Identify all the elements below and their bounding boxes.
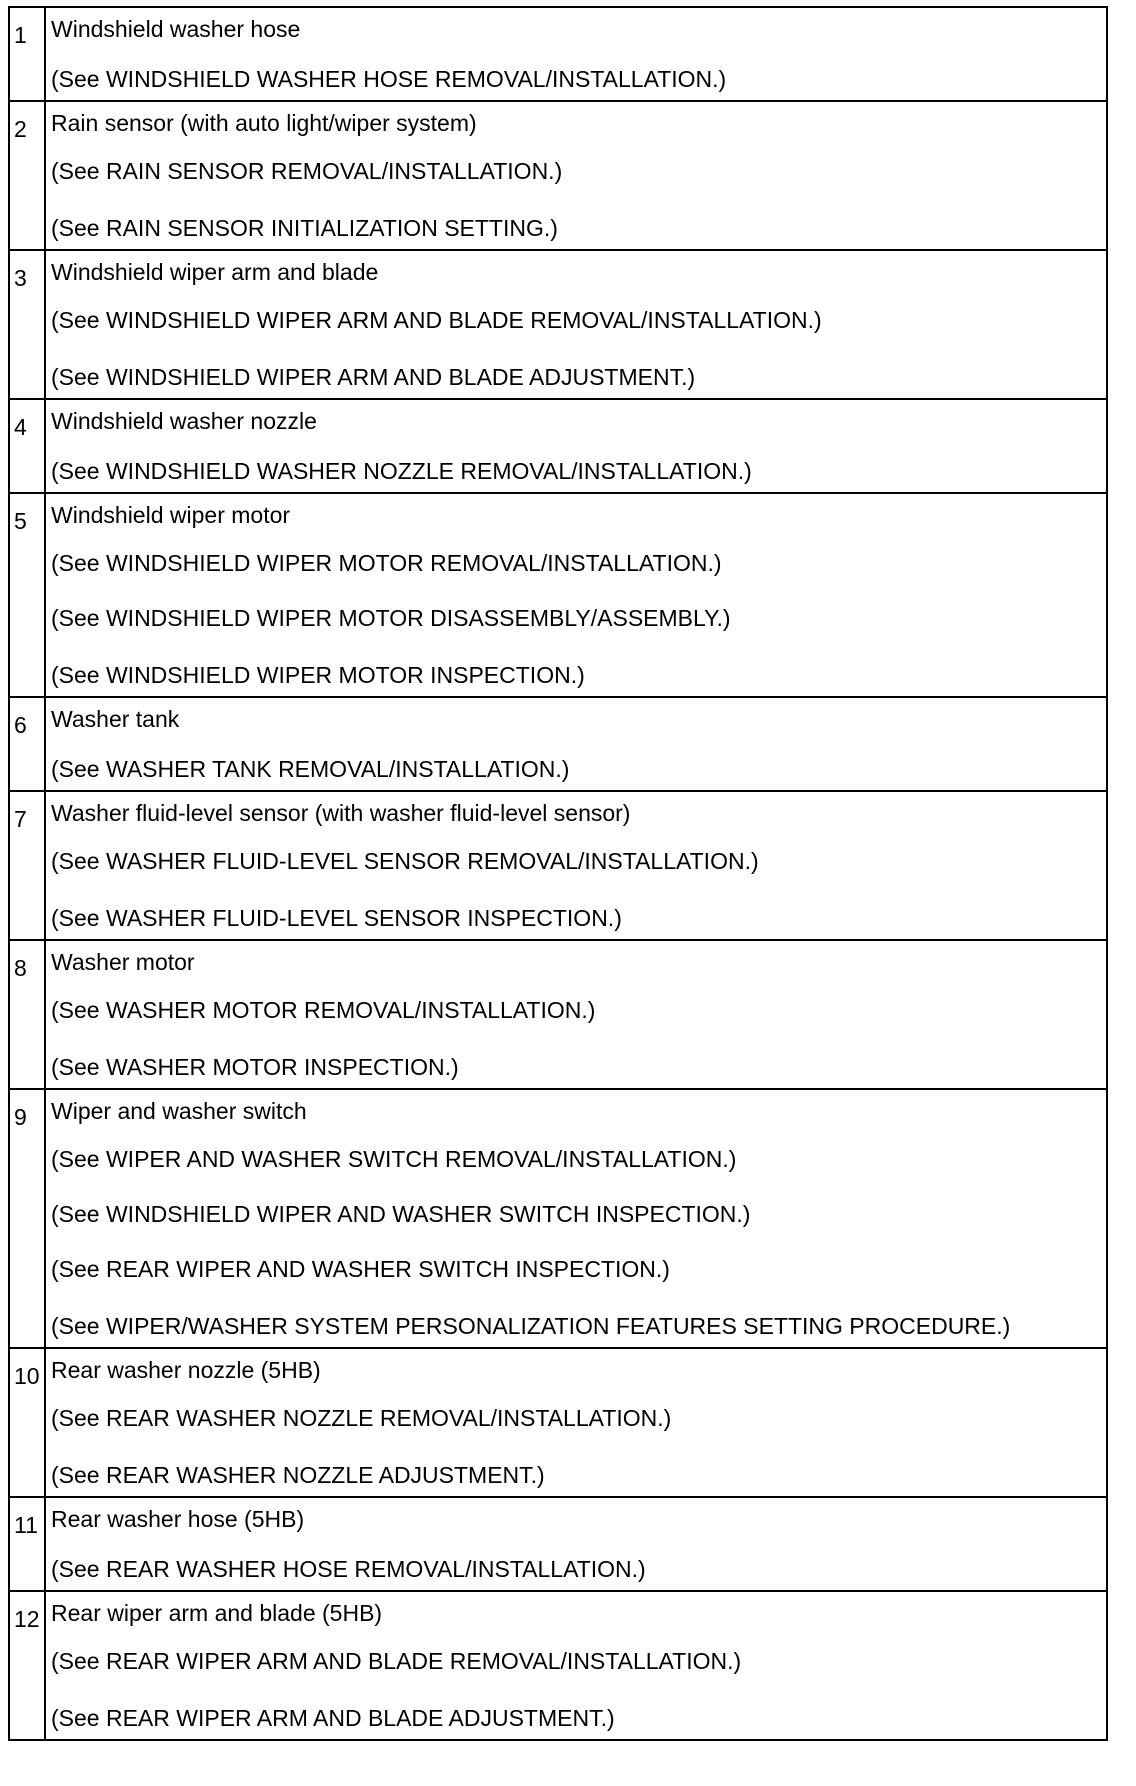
item-description [45,791,1107,940]
item-title: Rear washer hose (5HB) [51,1506,305,1532]
component-reference-table [8,6,1108,1741]
item-reference: (See WINDSHIELD WIPER ARM AND BLADE ADJUSTMENT.) [51,364,696,390]
table-row [9,940,1107,1089]
item-description [45,250,1107,399]
item-reference: (See WINDSHIELD WASHER HOSE REMOVAL/INSTALLATION.) [51,66,727,92]
item-number: 8 [9,940,45,1089]
item-title: Washer fluid-level sensor (with washer fluid-level sensor) [51,800,631,826]
item-reference: (See REAR WASHER NOZZLE REMOVAL/INSTALLATION.) [51,1405,672,1431]
table-row [9,101,1107,250]
item-reference: (See WINDSHIELD WIPER MOTOR INSPECTION.) [51,662,585,688]
item-number: 4 [9,399,45,493]
table-row [9,1497,1107,1591]
item-title: Washer motor [51,949,195,975]
item-title: Windshield washer hose [51,16,301,42]
item-description [45,493,1107,697]
item-description [45,1591,1107,1740]
item-title: Windshield wiper motor [51,502,291,528]
item-description [45,940,1107,1089]
table-row [9,697,1107,791]
item-number: 5 [9,493,45,697]
table-row [9,493,1107,697]
item-reference: (See REAR WASHER NOZZLE ADJUSTMENT.) [51,1462,545,1488]
item-number: 7 [9,791,45,940]
table-row [9,399,1107,493]
table-row [9,1089,1107,1348]
item-number: 3 [9,250,45,399]
item-reference: (See WINDSHIELD WIPER AND WASHER SWITCH INSPECTION.) [51,1201,751,1227]
item-number: 10 [9,1348,45,1497]
table-row [9,7,1107,101]
table-row [9,791,1107,940]
table-row [9,1348,1107,1497]
item-title: Washer tank [51,706,180,732]
item-reference: (See RAIN SENSOR INITIALIZATION SETTING.) [51,215,558,241]
item-title: Windshield wiper arm and blade [51,259,379,285]
item-title: Rear washer nozzle (5HB) [51,1357,321,1383]
item-title: Rear wiper arm and blade (5HB) [51,1600,383,1626]
item-description [45,399,1107,493]
item-reference: (See WASHER FLUID-LEVEL SENSOR REMOVAL/INSTALLATION.) [51,848,759,874]
table-body [9,7,1107,1740]
item-reference: (See WINDSHIELD WIPER MOTOR REMOVAL/INSTALLATION.) [51,550,722,576]
item-title: Rain sensor (with auto light/wiper system) [51,110,477,136]
item-number: 12 [9,1591,45,1740]
item-description [45,1497,1107,1591]
item-number: 6 [9,697,45,791]
table-row [9,250,1107,399]
item-reference: (See WIPER/WASHER SYSTEM PERSONALIZATION FEATURES SETTING PROCEDURE.) [51,1313,1011,1339]
item-reference: (See REAR WIPER ARM AND BLADE ADJUSTMENT.) [51,1705,615,1731]
item-reference: (See WASHER MOTOR REMOVAL/INSTALLATION.) [51,997,596,1023]
item-reference: (See REAR WIPER ARM AND BLADE REMOVAL/INSTALLATION.) [51,1648,742,1674]
item-reference: (See WINDSHIELD WIPER MOTOR DISASSEMBLY/ASSEMBLY.) [51,605,731,631]
item-number: 2 [9,101,45,250]
item-reference: (See REAR WIPER AND WASHER SWITCH INSPECTION.) [51,1256,670,1282]
item-title: Wiper and washer switch [51,1098,307,1124]
item-reference: (See WIPER AND WASHER SWITCH REMOVAL/INSTALLATION.) [51,1146,737,1172]
item-reference: (See RAIN SENSOR REMOVAL/INSTALLATION.) [51,158,563,184]
item-title: Windshield washer nozzle [51,408,317,434]
item-reference: (See REAR WASHER HOSE REMOVAL/INSTALLATION.) [51,1556,646,1582]
item-reference: (See WASHER FLUID-LEVEL SENSOR INSPECTION.) [51,905,622,931]
item-description [45,1089,1107,1348]
item-description [45,1348,1107,1497]
table-row [9,1591,1107,1740]
item-description [45,101,1107,250]
item-description [45,697,1107,791]
item-reference: (See WINDSHIELD WIPER ARM AND BLADE REMOVAL/INSTALLATION.) [51,307,822,333]
item-reference: (See WASHER MOTOR INSPECTION.) [51,1054,459,1080]
item-reference: (See WINDSHIELD WASHER NOZZLE REMOVAL/INSTALLATION.) [51,458,752,484]
item-number: 11 [9,1497,45,1591]
item-reference: (See WASHER TANK REMOVAL/INSTALLATION.) [51,756,570,782]
item-number: 1 [9,7,45,101]
item-description [45,7,1107,101]
item-number: 9 [9,1089,45,1348]
